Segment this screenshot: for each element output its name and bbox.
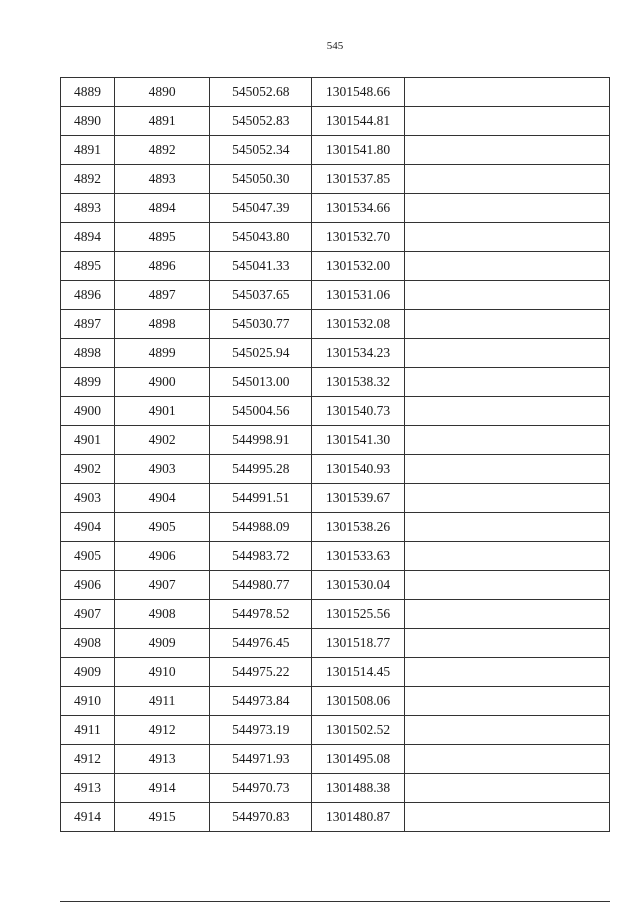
table-row — [61, 542, 610, 571]
y-coordinate-cell: 1301525.56 — [312, 600, 404, 629]
y-coordinate-cell: 1301544.81 — [312, 107, 404, 136]
to-point-cell: 4909 — [115, 629, 210, 658]
from-point-cell: 4904 — [61, 513, 115, 542]
y-coordinate-cell: 1301540.73 — [312, 397, 404, 426]
x-coordinate-cell: 545052.68 — [210, 78, 312, 107]
from-point-cell: 4894 — [61, 223, 115, 252]
x-coordinate-cell: 545052.83 — [210, 107, 312, 136]
x-coordinate-cell: 544980.77 — [210, 571, 312, 600]
to-point-cell: 4912 — [115, 716, 210, 745]
footer-divider — [60, 901, 610, 902]
y-coordinate-cell: 1301534.66 — [312, 194, 404, 223]
x-coordinate-cell: 544970.83 — [210, 803, 312, 832]
x-coordinate-cell: 545004.56 — [210, 397, 312, 426]
to-point-cell: 4891 — [115, 107, 210, 136]
to-point-cell: 4902 — [115, 426, 210, 455]
to-point-cell: 4894 — [115, 194, 210, 223]
to-point-cell: 4901 — [115, 397, 210, 426]
note-cell — [404, 484, 609, 513]
note-cell — [404, 542, 609, 571]
table-row — [61, 368, 610, 397]
y-coordinate-cell: 1301538.32 — [312, 368, 404, 397]
from-point-cell: 4908 — [61, 629, 115, 658]
table-row — [61, 78, 610, 107]
table-row — [61, 426, 610, 455]
note-cell — [404, 687, 609, 716]
note-cell — [404, 252, 609, 281]
to-point-cell: 4910 — [115, 658, 210, 687]
x-coordinate-cell: 544988.09 — [210, 513, 312, 542]
to-point-cell: 4906 — [115, 542, 210, 571]
table-row — [61, 571, 610, 600]
note-cell — [404, 513, 609, 542]
note-cell — [404, 658, 609, 687]
table-row — [61, 600, 610, 629]
table-row — [61, 455, 610, 484]
coordinate-table-body — [61, 78, 610, 832]
from-point-cell: 4907 — [61, 600, 115, 629]
to-point-cell: 4898 — [115, 310, 210, 339]
from-point-cell: 4889 — [61, 78, 115, 107]
from-point-cell: 4897 — [61, 310, 115, 339]
y-coordinate-cell: 1301537.85 — [312, 165, 404, 194]
from-point-cell: 4899 — [61, 368, 115, 397]
from-point-cell: 4902 — [61, 455, 115, 484]
y-coordinate-cell: 1301534.23 — [312, 339, 404, 368]
note-cell — [404, 194, 609, 223]
y-coordinate-cell: 1301508.06 — [312, 687, 404, 716]
from-point-cell: 4906 — [61, 571, 115, 600]
note-cell — [404, 397, 609, 426]
table-row — [61, 716, 610, 745]
to-point-cell: 4911 — [115, 687, 210, 716]
note-cell — [404, 571, 609, 600]
y-coordinate-cell: 1301538.26 — [312, 513, 404, 542]
table-row — [61, 223, 610, 252]
x-coordinate-cell: 545030.77 — [210, 310, 312, 339]
y-coordinate-cell: 1301514.45 — [312, 658, 404, 687]
note-cell — [404, 107, 609, 136]
note-cell — [404, 165, 609, 194]
x-coordinate-cell: 544983.72 — [210, 542, 312, 571]
note-cell — [404, 745, 609, 774]
x-coordinate-cell: 544978.52 — [210, 600, 312, 629]
y-coordinate-cell: 1301540.93 — [312, 455, 404, 484]
from-point-cell: 4896 — [61, 281, 115, 310]
from-point-cell: 4898 — [61, 339, 115, 368]
y-coordinate-cell: 1301495.08 — [312, 745, 404, 774]
to-point-cell: 4896 — [115, 252, 210, 281]
note-cell — [404, 281, 609, 310]
x-coordinate-cell: 544970.73 — [210, 774, 312, 803]
table-row — [61, 281, 610, 310]
from-point-cell: 4910 — [61, 687, 115, 716]
x-coordinate-cell: 545041.33 — [210, 252, 312, 281]
x-coordinate-cell: 544995.28 — [210, 455, 312, 484]
note-cell — [404, 803, 609, 832]
to-point-cell: 4890 — [115, 78, 210, 107]
note-cell — [404, 78, 609, 107]
note-cell — [404, 716, 609, 745]
table-row — [61, 339, 610, 368]
y-coordinate-cell: 1301532.70 — [312, 223, 404, 252]
from-point-cell: 4891 — [61, 136, 115, 165]
to-point-cell: 4903 — [115, 455, 210, 484]
note-cell — [404, 426, 609, 455]
table-row — [61, 310, 610, 339]
y-coordinate-cell: 1301531.06 — [312, 281, 404, 310]
from-point-cell: 4903 — [61, 484, 115, 513]
from-point-cell: 4909 — [61, 658, 115, 687]
table-row — [61, 136, 610, 165]
note-cell — [404, 629, 609, 658]
table-row — [61, 107, 610, 136]
table-row — [61, 484, 610, 513]
x-coordinate-cell: 544973.19 — [210, 716, 312, 745]
table-row — [61, 252, 610, 281]
y-coordinate-cell: 1301488.38 — [312, 774, 404, 803]
to-point-cell: 4895 — [115, 223, 210, 252]
y-coordinate-cell: 1301480.87 — [312, 803, 404, 832]
from-point-cell: 4890 — [61, 107, 115, 136]
table-row — [61, 194, 610, 223]
table-row — [61, 513, 610, 542]
note-cell — [404, 455, 609, 484]
to-point-cell: 4900 — [115, 368, 210, 397]
note-cell — [404, 339, 609, 368]
y-coordinate-cell: 1301533.63 — [312, 542, 404, 571]
y-coordinate-cell: 1301548.66 — [312, 78, 404, 107]
x-coordinate-cell: 544971.93 — [210, 745, 312, 774]
x-coordinate-cell: 545047.39 — [210, 194, 312, 223]
table-row — [61, 397, 610, 426]
x-coordinate-cell: 545050.30 — [210, 165, 312, 194]
from-point-cell: 4892 — [61, 165, 115, 194]
to-point-cell: 4914 — [115, 774, 210, 803]
to-point-cell: 4893 — [115, 165, 210, 194]
x-coordinate-cell: 545043.80 — [210, 223, 312, 252]
to-point-cell: 4907 — [115, 571, 210, 600]
x-coordinate-cell: 545013.00 — [210, 368, 312, 397]
from-point-cell: 4905 — [61, 542, 115, 571]
x-coordinate-cell: 544991.51 — [210, 484, 312, 513]
to-point-cell: 4904 — [115, 484, 210, 513]
x-coordinate-cell: 544975.22 — [210, 658, 312, 687]
note-cell — [404, 368, 609, 397]
y-coordinate-cell: 1301530.04 — [312, 571, 404, 600]
table-row — [61, 165, 610, 194]
to-point-cell: 4899 — [115, 339, 210, 368]
table-row — [61, 629, 610, 658]
y-coordinate-cell: 1301502.52 — [312, 716, 404, 745]
page-number: 545 — [326, 40, 344, 52]
coordinate-table — [60, 77, 610, 832]
to-point-cell: 4915 — [115, 803, 210, 832]
from-point-cell: 4913 — [61, 774, 115, 803]
note-cell — [404, 774, 609, 803]
table-row — [61, 745, 610, 774]
from-point-cell: 4914 — [61, 803, 115, 832]
to-point-cell: 4892 — [115, 136, 210, 165]
table-row — [61, 774, 610, 803]
note-cell — [404, 223, 609, 252]
x-coordinate-cell: 545037.65 — [210, 281, 312, 310]
from-point-cell: 4893 — [61, 194, 115, 223]
x-coordinate-cell: 544976.45 — [210, 629, 312, 658]
from-point-cell: 4911 — [61, 716, 115, 745]
from-point-cell: 4900 — [61, 397, 115, 426]
to-point-cell: 4913 — [115, 745, 210, 774]
to-point-cell: 4905 — [115, 513, 210, 542]
table-row — [61, 687, 610, 716]
from-point-cell: 4901 — [61, 426, 115, 455]
note-cell — [404, 310, 609, 339]
note-cell — [404, 136, 609, 165]
to-point-cell: 4897 — [115, 281, 210, 310]
y-coordinate-cell: 1301518.77 — [312, 629, 404, 658]
x-coordinate-cell: 545025.94 — [210, 339, 312, 368]
y-coordinate-cell: 1301532.08 — [312, 310, 404, 339]
table-row — [61, 803, 610, 832]
x-coordinate-cell: 544998.91 — [210, 426, 312, 455]
y-coordinate-cell: 1301541.30 — [312, 426, 404, 455]
table-row — [61, 658, 610, 687]
from-point-cell: 4895 — [61, 252, 115, 281]
x-coordinate-cell: 545052.34 — [210, 136, 312, 165]
from-point-cell: 4912 — [61, 745, 115, 774]
y-coordinate-cell: 1301539.67 — [312, 484, 404, 513]
y-coordinate-cell: 1301541.80 — [312, 136, 404, 165]
x-coordinate-cell: 544973.84 — [210, 687, 312, 716]
y-coordinate-cell: 1301532.00 — [312, 252, 404, 281]
note-cell — [404, 600, 609, 629]
to-point-cell: 4908 — [115, 600, 210, 629]
